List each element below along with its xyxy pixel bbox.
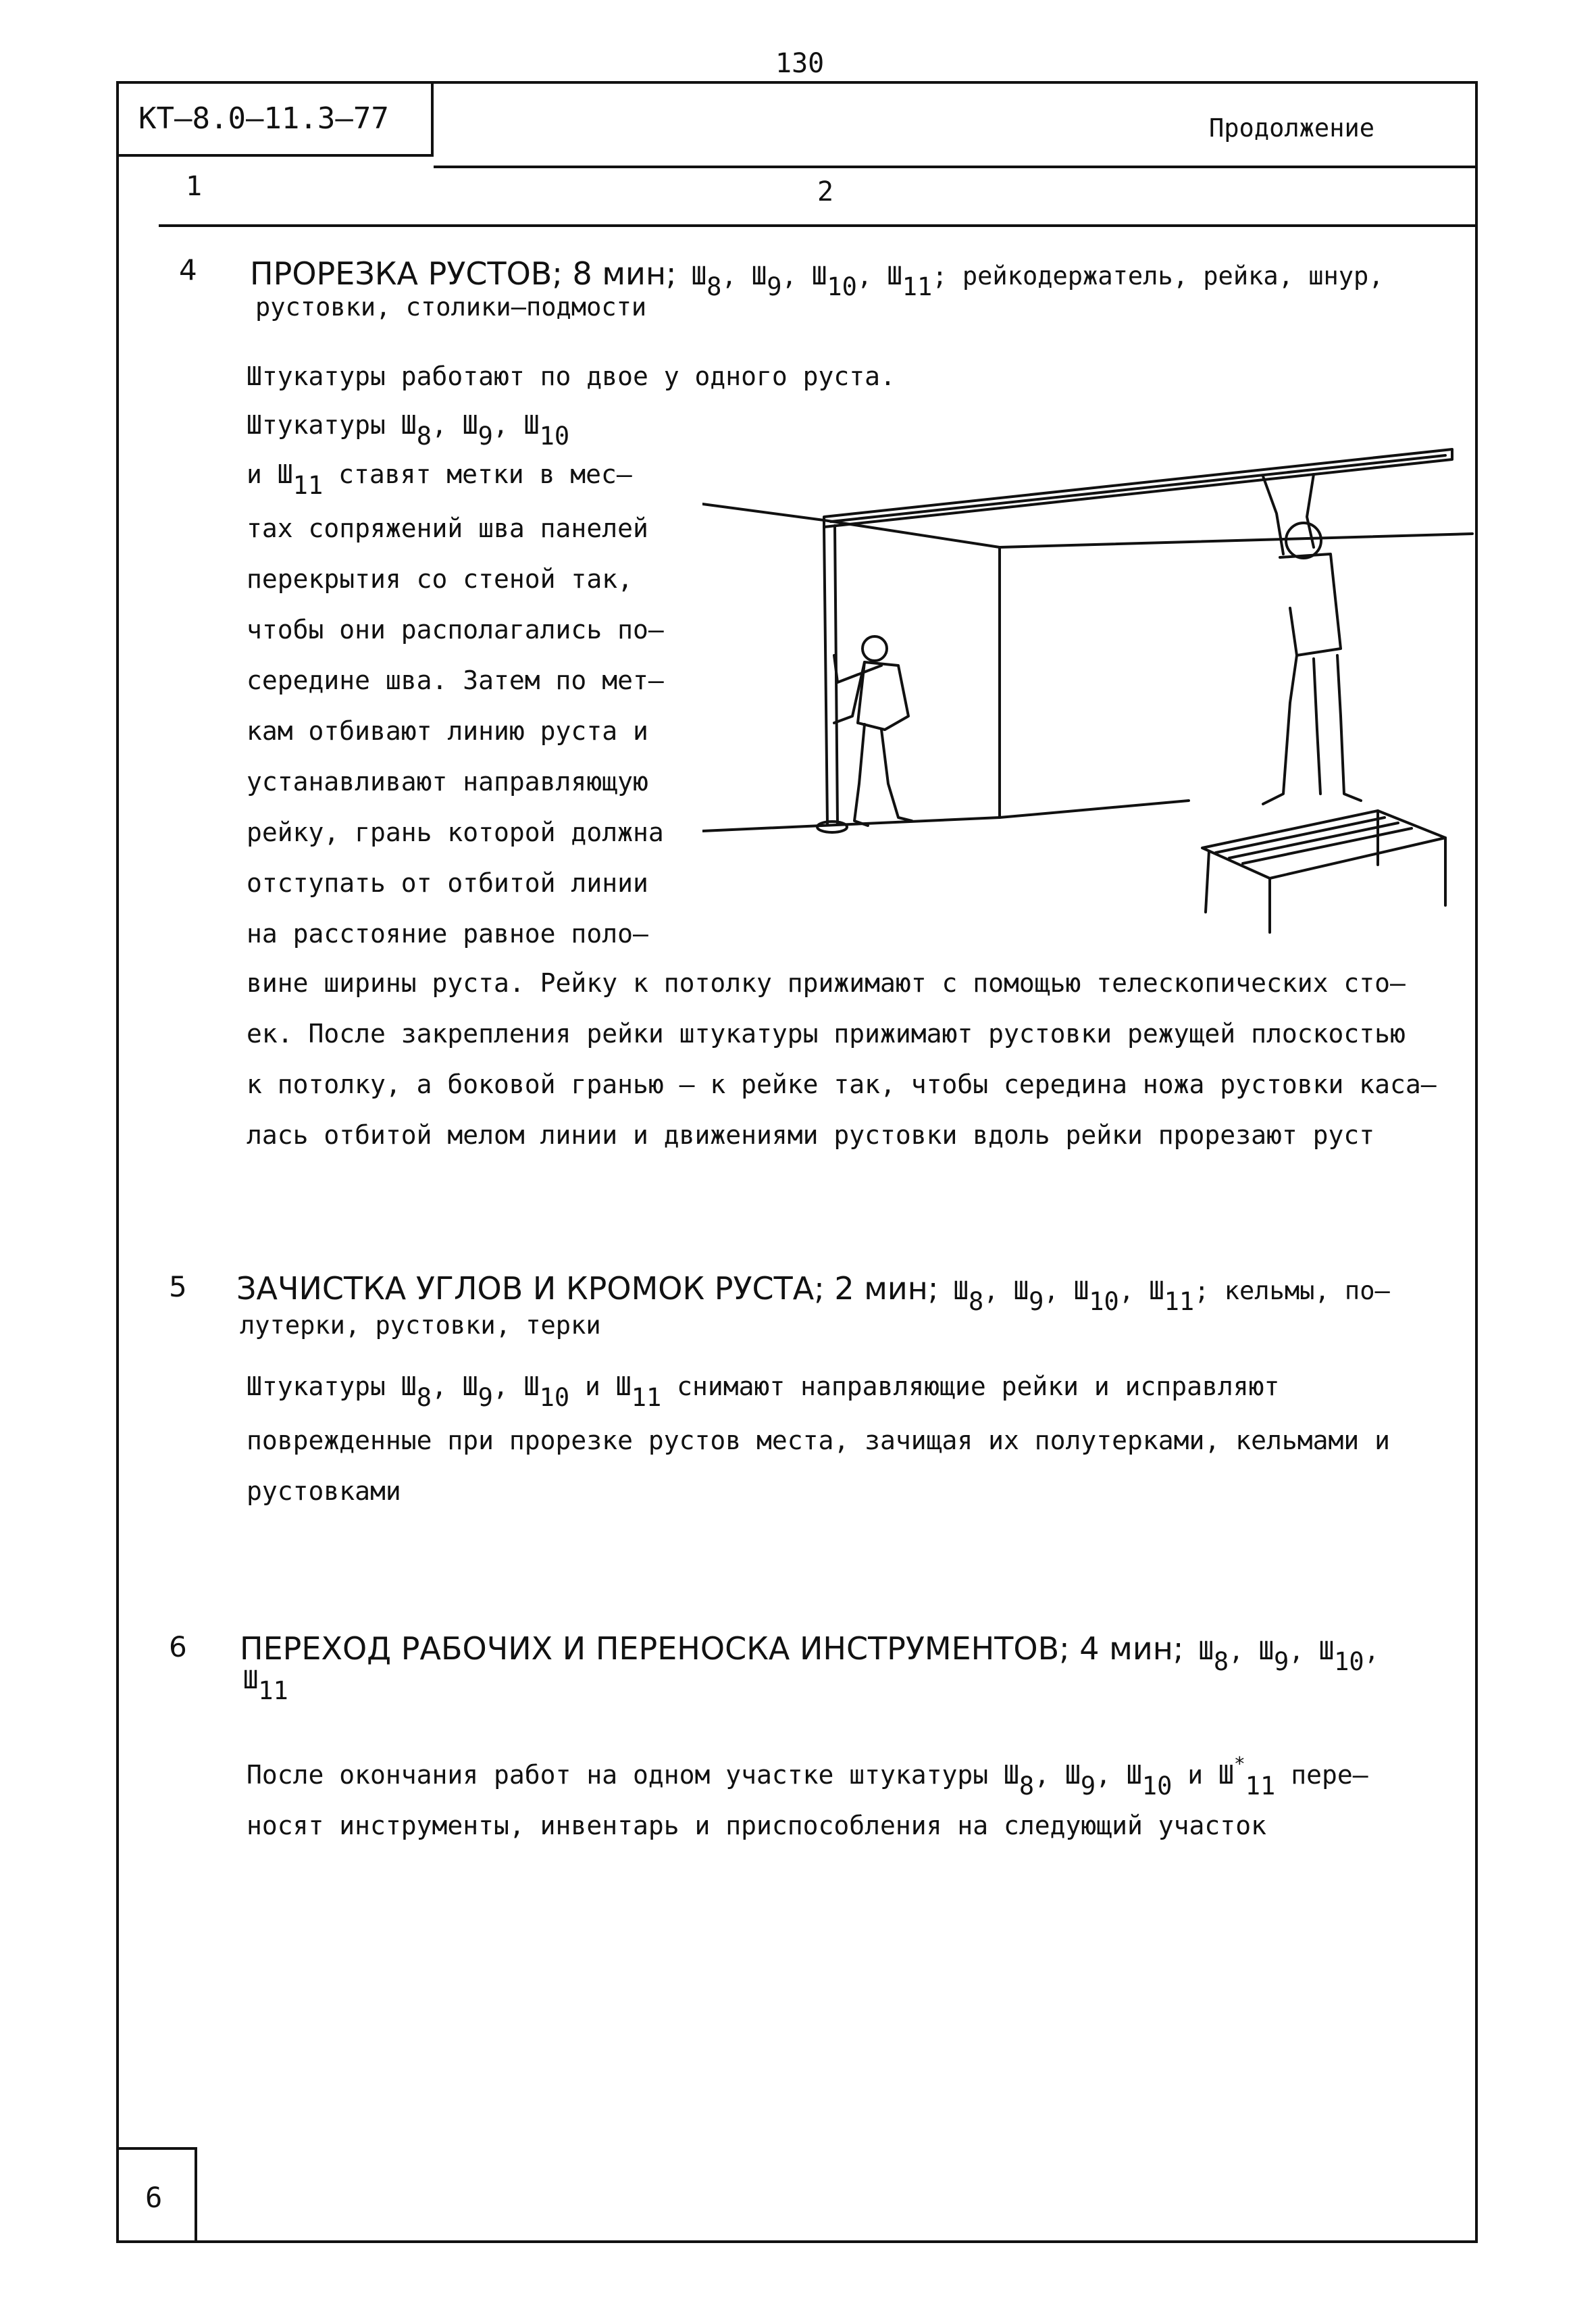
doc-code: КТ–8.0–11.3–77 — [138, 101, 389, 136]
section-5-body-line-0: Штукатуры Ш8, Ш9, Ш10 и Ш11 снимают направляющие рейки и исправляют — [247, 1372, 1280, 1412]
section-6-body-line-0: После окончания работ на одном участке штукатуры Ш8, Ш9, Ш10 и Ш*11 пере– — [247, 1753, 1368, 1801]
section-4-wrap-line-6: устанавливают направляющую — [247, 767, 648, 797]
section-4-wrap-line-5: кам отбивают линию руста и — [247, 716, 648, 746]
section-4-heading: ПРОРЕЗКА РУСТОВ; 8 мин; Ш8, Ш9, Ш10, Ш11; рейкодержатель, рейка, шнур, — [250, 255, 1384, 301]
section-4-wrap-line-3: чтобы они располагались по– — [247, 615, 664, 645]
section-5-body-line-1: поврежденные при прорезке рустов места, зачищая их полутерками, кельмами и — [247, 1426, 1390, 1455]
section-4-heading-line2: рустовки, столики–подмости — [255, 293, 647, 322]
header-underline — [434, 166, 1478, 168]
column-header-rule — [159, 224, 1478, 227]
section-6-number: 6 — [169, 1630, 187, 1663]
column-1-header: 1 — [186, 171, 203, 202]
page-number: 130 — [775, 48, 825, 79]
sheet-number: 6 — [145, 2181, 163, 2214]
illustration-ceiling-work — [702, 432, 1479, 946]
right-border — [1475, 81, 1478, 2243]
section-4-wrap-line-1: тах сопряжений шва панелей — [247, 513, 648, 543]
section-4-wrap-line-9: на расстояние равное поло– — [247, 919, 648, 949]
section-4-full-line-1: ек. После закрепления рейки штукатуры прижимают рустовки режущей плоскостью — [247, 1019, 1406, 1049]
section-4-wrap-line-0: и Ш11 ставят метки в мес– — [247, 459, 632, 500]
section-5-number: 5 — [169, 1270, 187, 1303]
section-5-body-line-2: рустовками — [247, 1476, 401, 1506]
section-4-full-line-2: к потолку, а боковой гранью – к рейке так, чтобы середина ножа рустовки каса– — [247, 1070, 1437, 1099]
section-6-heading: ПЕРЕХОД РАБОЧИХ И ПЕРЕНОСКА ИНСТРУМЕНТОВ; 4 мин; Ш8, Ш9, Ш10, — [240, 1630, 1379, 1676]
section-4-wrap-line-8: отступать от отбитой линии — [247, 868, 648, 898]
section-4-wrap-line-2: перекрытия со стеной так, — [247, 564, 633, 594]
section-4-full-line-3: лась отбитой мелом линии и движениями рустовки вдоль рейки прорезают руст — [247, 1120, 1375, 1150]
column-2-header: 2 — [817, 176, 834, 207]
section-4-full-line-0: вине ширины руста. Рейку к потолку прижимают с помощью телескопических сто– — [247, 968, 1406, 998]
section-4-wrap-line-7: рейку, грань которой должна — [247, 818, 664, 847]
section-6-heading-line2: Ш11 — [243, 1665, 288, 1705]
section-5-heading: ЗАЧИСТКА УГЛОВ И КРОМОК РУСТА; 2 мин; Ш8, Ш9, Ш10, Ш11; кельмы, по– — [236, 1270, 1390, 1316]
section-4-wrap-lead: Штукатуры Ш8, Ш9, Ш10 — [247, 410, 570, 451]
section-4-wrap-line-4: середине шва. Затем по мет– — [247, 665, 664, 695]
bottom-border — [116, 2240, 1478, 2243]
section-5-heading-line2: лутерки, рустовки, терки — [240, 1311, 601, 1340]
section-4-number: 4 — [179, 253, 197, 286]
continuation-label: Продолжение — [1209, 114, 1375, 143]
section-6-body-line-1: носят инструменты, инвентарь и приспособления на следующий участок — [247, 1811, 1266, 1840]
left-border — [116, 81, 119, 2243]
section-4-intro: Штукатуры работают по двое у одного руста. — [247, 361, 896, 391]
